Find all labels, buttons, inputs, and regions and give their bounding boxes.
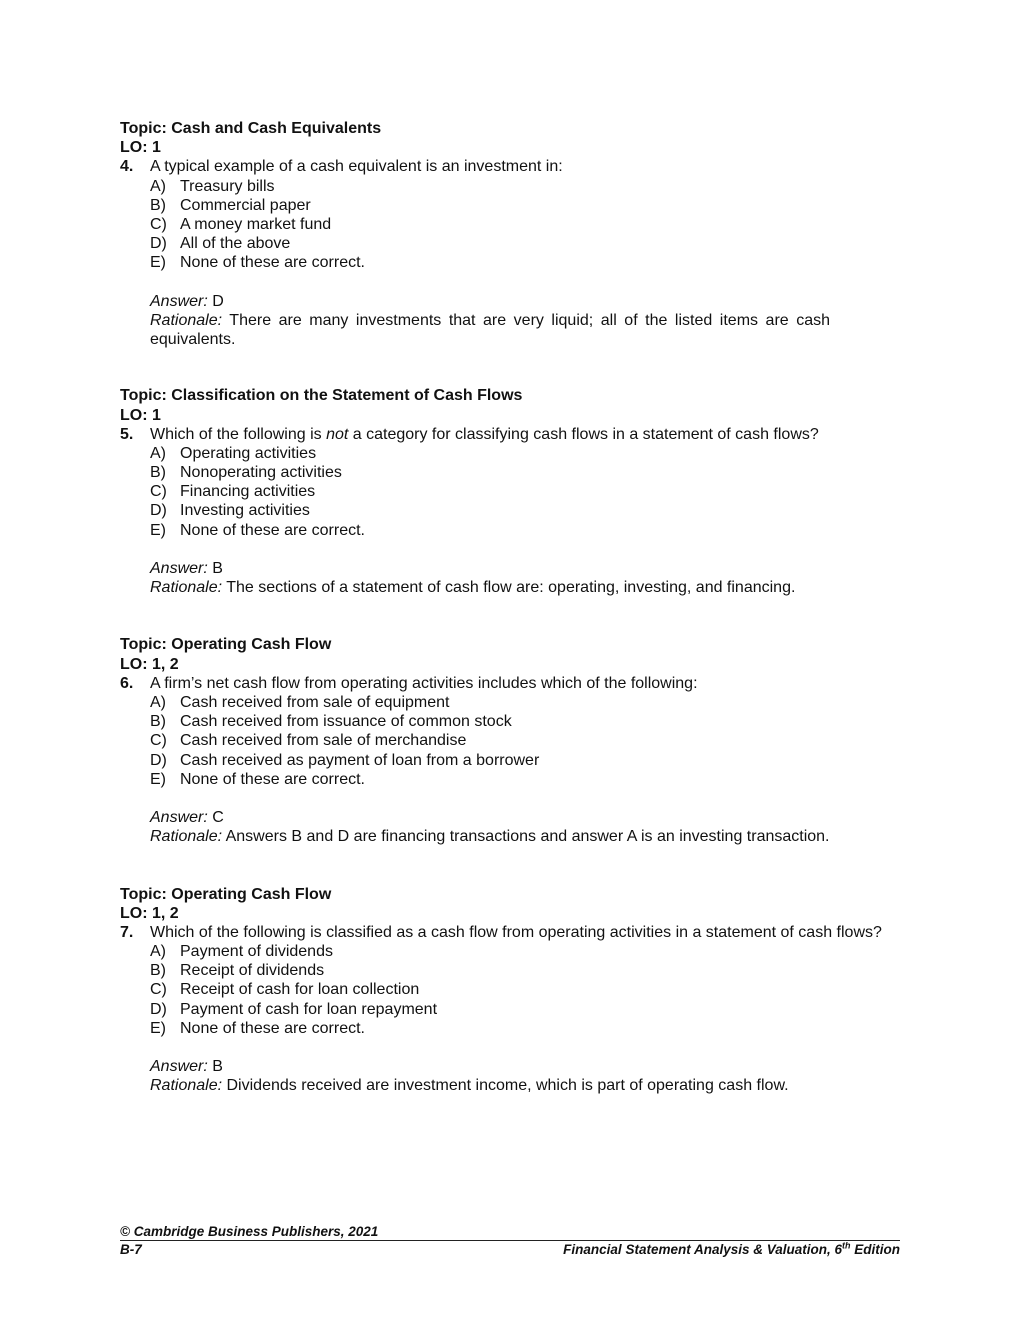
option-letter: A) [150, 444, 166, 462]
option-text: A money market fund [180, 215, 332, 233]
option-letter: B) [150, 464, 166, 482]
option-letter: D) [150, 502, 167, 520]
option-letter: D) [150, 1000, 167, 1018]
option-item [150, 463, 900, 482]
option-item [150, 1019, 900, 1038]
option-letter: C) [150, 981, 167, 999]
option-letter: B) [150, 962, 166, 980]
rationale [150, 827, 890, 846]
option-text: Receipt of cash for loan collection [180, 981, 420, 999]
option-letter: D) [150, 235, 167, 253]
rationale-text: Dividends received are investment income, which is part of operating cash flow. [226, 1077, 789, 1095]
option-item [150, 501, 900, 520]
question-block [120, 635, 900, 846]
option-letter: A) [150, 943, 166, 961]
question-text: Which of the following is [150, 425, 327, 443]
option-item [150, 177, 900, 196]
answer-label: Answer: [150, 1058, 208, 1076]
question-block [120, 885, 900, 1096]
question-text: Which of the following is classified as a cash flow from operating activities in a statement of cash flows? [150, 923, 882, 941]
question-number: 5. [120, 425, 134, 443]
question-text-rest: a category for classifying cash flows in a statement of cash flows? [348, 425, 819, 443]
question-stem [120, 425, 900, 444]
option-text: Treasury bills [180, 177, 275, 195]
question-text-emphasis: not [326, 425, 349, 443]
topic-heading: Topic: Operating Cash Flow [120, 885, 332, 903]
rationale-text: The sections of a statement of cash flow are: operating, investing, and financing. [226, 579, 796, 597]
question-stem [120, 923, 900, 942]
answer-line [150, 808, 900, 827]
question-text: A firm’s net cash flow from operating activities includes which of the following: [150, 674, 698, 692]
option-item [150, 693, 900, 712]
option-item [150, 521, 900, 540]
option-letter: E) [150, 521, 166, 539]
option-letter: D) [150, 751, 167, 769]
option-item [150, 482, 900, 501]
option-text: All of the above [180, 235, 291, 253]
option-item [150, 444, 900, 463]
option-text: Receipt of dividends [180, 962, 325, 980]
answer-value: B [212, 1058, 223, 1076]
learning-objective: LO: 1 [120, 139, 161, 157]
book-title-text: Financial Statement Analysis & Valuation, 6 [563, 1242, 842, 1257]
option-text: None of these are correct. [180, 254, 365, 272]
question-number: 7. [120, 923, 134, 941]
answer-value: B [212, 560, 223, 578]
page-number: B-7 [120, 1242, 142, 1257]
question-block [120, 386, 900, 597]
options-list [150, 444, 900, 540]
rationale [150, 578, 850, 597]
option-item [150, 215, 900, 234]
option-text: Investing activities [180, 502, 310, 520]
options-list [150, 693, 900, 789]
option-text: Cash received from sale of equipment [180, 694, 450, 711]
option-item [150, 770, 900, 789]
copyright-notice: © Cambridge Business Publishers, 2021 [120, 1224, 379, 1239]
option-text: None of these are correct. [180, 770, 365, 788]
answer-line [150, 1057, 900, 1076]
option-item [150, 253, 900, 272]
option-letter: E) [150, 770, 166, 788]
book-title [563, 1241, 900, 1258]
learning-objective: LO: 1, 2 [120, 904, 179, 922]
topic-heading: Topic: Cash and Cash Equivalents [120, 120, 382, 137]
option-item [150, 980, 900, 999]
options-list [150, 177, 900, 273]
option-letter: A) [150, 694, 166, 711]
edition-superscript: th [842, 1240, 851, 1251]
option-text: Payment of cash for loan repayment [180, 1000, 438, 1018]
rationale [150, 1076, 890, 1095]
option-item [150, 731, 900, 750]
option-item [150, 942, 900, 961]
option-text: None of these are correct. [180, 521, 365, 539]
rationale-label: Rationale: [150, 579, 223, 597]
option-item [150, 234, 900, 253]
option-letter: C) [150, 483, 167, 501]
question-stem [120, 674, 900, 693]
option-text: Payment of dividends [180, 943, 333, 961]
options-list [150, 942, 900, 1038]
option-text: Cash received from sale of merchandise [180, 732, 467, 750]
answer-label: Answer: [150, 560, 208, 578]
option-letter: B) [150, 713, 166, 731]
option-text: Cash received as payment of loan from a borrower [180, 751, 540, 769]
learning-objective: LO: 1, 2 [120, 655, 179, 673]
answer-value: C [212, 809, 224, 827]
option-item [150, 1000, 900, 1019]
option-letter: A) [150, 177, 166, 195]
option-letter: E) [150, 1019, 166, 1037]
answer-label: Answer: [150, 809, 208, 827]
rationale-text: There are many investments that are very liquid; all of the listed items are cash equivalents. [150, 311, 831, 349]
option-text: Cash received from issuance of common stock [180, 713, 512, 731]
question-text: A typical example of a cash equivalent is an investment in: [150, 158, 563, 176]
option-letter: E) [150, 254, 166, 272]
page-footer [120, 1223, 900, 1258]
option-text: Financing activities [180, 483, 316, 501]
question-number: 4. [120, 158, 134, 176]
option-text: Nonoperating activities [180, 464, 342, 482]
topic-heading: Topic: Operating Cash Flow [120, 636, 332, 654]
option-item [150, 712, 900, 731]
option-letter: C) [150, 732, 167, 750]
answer-label: Answer: [150, 292, 208, 310]
option-text: None of these are correct. [180, 1019, 365, 1037]
topic-heading: Topic: Classification on the Statement of Cash Flows [120, 387, 523, 405]
rationale-label: Rationale: [150, 1077, 223, 1095]
option-item [150, 751, 900, 770]
rationale-label: Rationale: [150, 311, 223, 329]
edition-word: Edition [850, 1242, 900, 1257]
question-number: 6. [120, 674, 134, 692]
answer-value: D [212, 292, 224, 310]
learning-objective: LO: 1 [120, 406, 161, 424]
option-letter: C) [150, 215, 167, 233]
rationale-label: Rationale: [150, 828, 223, 846]
rationale-text: Answers B and D are financing transactions and answer A is an investing transaction. [225, 828, 830, 846]
option-item [150, 961, 900, 980]
option-item [150, 196, 900, 215]
question-block [120, 119, 900, 349]
rationale [150, 311, 830, 349]
option-text: Commercial paper [180, 196, 311, 214]
answer-line [150, 559, 900, 578]
document-body [120, 119, 900, 1096]
option-letter: B) [150, 196, 166, 214]
option-text: Operating activities [180, 444, 317, 462]
question-stem [120, 157, 900, 176]
answer-line [150, 292, 900, 311]
